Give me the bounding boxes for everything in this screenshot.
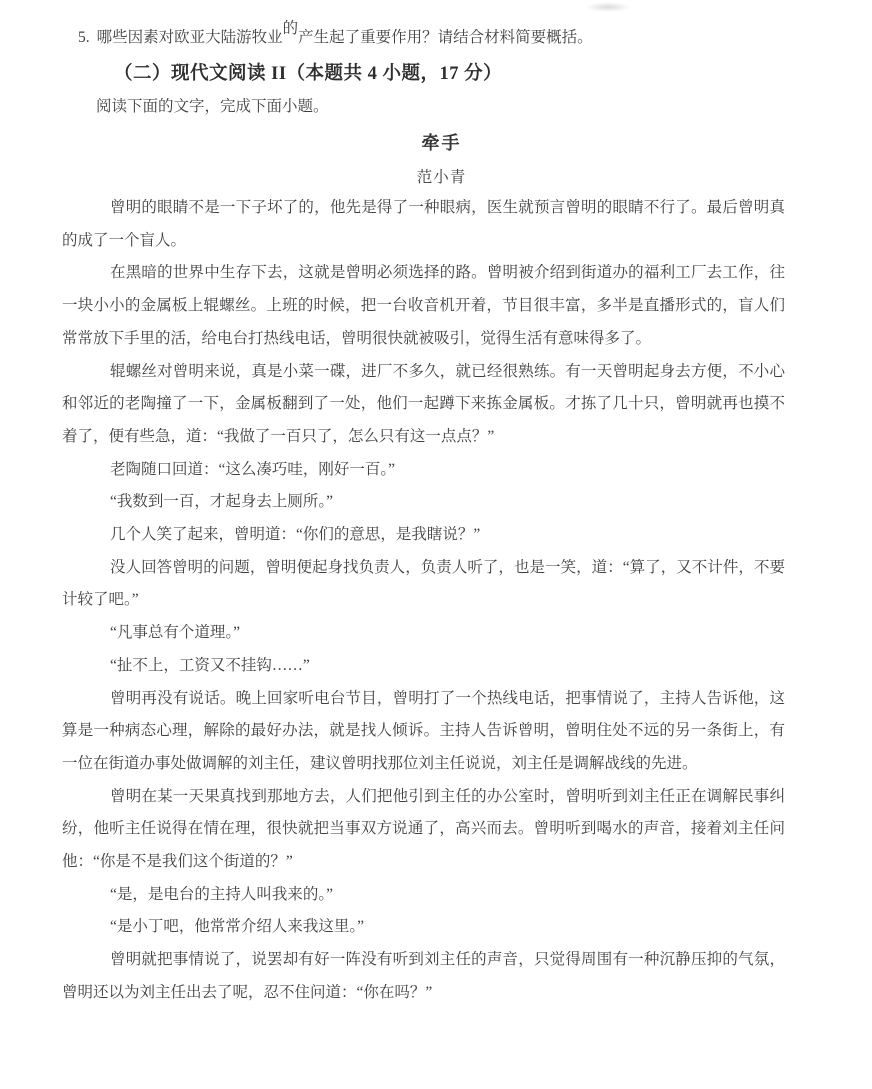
section-heading: （二）现代文阅读 II（本题共 4 小题，17 分）: [114, 64, 503, 84]
document-content: [62, 0, 785, 1010]
story-paragraph: 几个人笑了起来，曾明道：“你们的意思，是我瞎说？”: [110, 526, 481, 544]
question-text-after: 产生起了重要作用？请结合材料简要概括。: [298, 29, 593, 46]
story-paragraph: “是小丁吧，他常常介绍人来我这里。”: [110, 918, 365, 936]
story-paragraph: “是，是电台的主持人叫我来的。”: [110, 885, 334, 903]
story-paragraph: 没人回答曾明的问题，曾明便起身找负责人，负责人听了，也是一笑，道：“算了，又不计件，不要计较了吧。”: [62, 558, 785, 609]
story-paragraph: “扯不上，工资又不挂钩……”: [110, 656, 310, 674]
story-paragraph: “我数到一百，才起身去上厕所。”: [110, 493, 334, 511]
story-title: 牵手: [421, 133, 462, 153]
story-author: 范小青: [416, 169, 467, 186]
story-paragraph: 曾明的眼睛不是一下子坏了的，他先是得了一种眼病，医生就预言曾明的眼睛不行了。最后曾明真的成了一个盲人。: [62, 199, 785, 249]
story-paragraph: 在黑暗的世界中生存下去，这就是曾明必须选择的路。曾明被介绍到街道办的福利工厂去工作，往一块小小的金属板上辊螺丝。上班的时候，把一台收音机开着，节目很丰富，多半是直播形式的，盲人们常常放下手里的活，给电台打热线电话，曾明很快就被吸引，觉得生活有意味得多了。: [62, 264, 785, 347]
story-paragraph: 曾明在某一天果真找到那地方去，人们把他引到主任的办公室时，曾明听到刘主任正在调解民事纠纷，他听主任说得在情在理，很快就把当事双方说通了，高兴而去。曾明听到喝水的声音，接着刘主任问他：“你是不是我们这个街道的？”: [62, 787, 785, 871]
story-paragraph: “凡事总有个道理。”: [110, 624, 241, 642]
story-paragraph: 曾明就把事情说了，说罢却有好一阵没有听到刘主任的声音，只觉得周围有一种沉静压抑的气氛，曾明还以为刘主任出去了呢，忍不住问道：“你在吗？”: [62, 951, 785, 1001]
question-raised-char: 的: [282, 20, 299, 37]
question-text-before: 哪些因素对欧亚大陆游牧业: [96, 29, 283, 46]
story-paragraph: 老陶随口回道：“这么凑巧哇，刚好一百。”: [110, 460, 396, 478]
story-body: [62, 192, 785, 1010]
reading-instruction: 阅读下面的文字，完成下面小题。: [96, 98, 329, 115]
story-paragraph: 曾明再没有说话。晚上回家听电台节目，曾明打了一个热线电话，把事情说了，主持人告诉他，这算是一种病态心理，解除的最好办法，就是找人倾诉。主持人告诉曾明，曾明住处不远的另一条街上，有一位在街道办事处做调解的刘主任，建议曾明找那位刘主任说说，刘主任是调解战线的先进。: [62, 689, 785, 772]
question-number: 5.: [78, 29, 90, 46]
story-paragraph: 辊螺丝对曾明来说，真是小菜一碟，进厂不多久，就已经很熟练。有一天曾明起身去方便，不小心和邻近的老陶撞了一下，金属板翻到了一处，他们一起蹲下来拣金属板。才拣了几十只，曾明就再也摸不着了，便有些急，道：“我做了一百只了，怎么只有这一点点？”: [62, 362, 785, 445]
question-item-5: [78, 20, 785, 52]
